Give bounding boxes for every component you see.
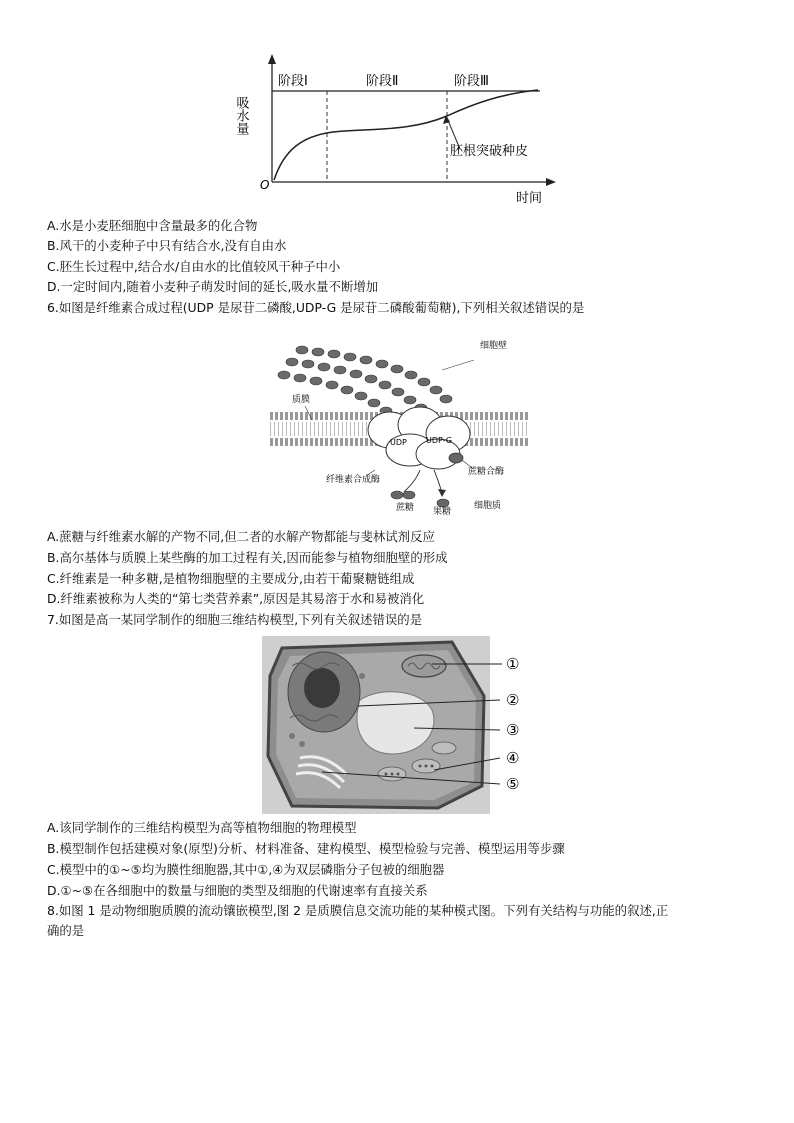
- q6-stem: 6.如图是纤维素合成过程(UDP 是尿苷二磷酸,UDP-G 是尿苷二磷酸葡萄糖),下列相关叙述错误的是: [47, 300, 585, 315]
- graph-xlabel: 时间: [516, 191, 543, 206]
- q7-option-b: B.模型制作包括建模对象(原型)分析、材料准备、建构模型、模型检验与完善、模型运用等步骤: [47, 841, 565, 856]
- q6-option-a: A.蔗糖与纤维素水解的产物不同,但二者的水解产物都能与斐林试剂反应: [47, 529, 435, 544]
- q5-option-b: B.风干的小麦种子中只有结合水,没有自由水: [47, 238, 287, 253]
- q5-option-a: A.水是小麦胚细胞中含量最多的化合物: [47, 218, 258, 233]
- stage-1-label: 阶段Ⅰ: [278, 74, 308, 89]
- q7-option-d: D.①~⑤在各细胞中的数量与细胞的类型及细胞的代谢速率有直接关系: [47, 883, 428, 898]
- label-fructose: 果糖: [433, 507, 452, 517]
- label-3: ③: [506, 721, 520, 739]
- sucrose-molecule: [391, 491, 415, 499]
- label-1: ①: [506, 655, 520, 673]
- organelle-3-model: [357, 692, 434, 754]
- nucleus-model: [288, 652, 360, 732]
- cell-3d-model-photo: [262, 636, 537, 814]
- label-4: ④: [506, 749, 520, 767]
- label-udpg: UDP-G: [426, 436, 453, 445]
- label-5: ⑤: [506, 775, 520, 793]
- graph-origin: O: [260, 178, 270, 192]
- cellulose-synthesis-diagram: [270, 330, 530, 515]
- q7-option-a: A.该同学制作的三维结构模型为高等植物细胞的物理模型: [47, 820, 357, 835]
- q6-option-d: D.纤维素被称为人类的“第七类营养素”,原因是其易溶于水和易被消化: [47, 591, 425, 606]
- label-cytoplasm: 细胞质: [474, 501, 502, 511]
- q5-option-d: D.一定时间内,随着小麦种子萌发时间的延长,吸水量不断增加: [47, 279, 379, 294]
- glucan-chain-1: [296, 346, 452, 403]
- label-sucrose-synthase: 蔗糖合酶: [468, 467, 505, 477]
- stage-2-label: 阶段Ⅱ: [366, 74, 399, 89]
- graph-annotation: 胚根突破种皮: [450, 144, 529, 159]
- stage-3-label: 阶段Ⅲ: [454, 74, 489, 89]
- q6-option-b: B.高尔基体与质膜上某些酶的加工过程有关,因而能参与植物细胞壁的形成: [47, 550, 448, 565]
- q7-option-c: C.模型中的①~⑤均为膜性细胞器,其中①,④为双层磷脂分子包被的细胞器: [47, 862, 445, 877]
- label-cell-wall: 细胞壁: [480, 341, 508, 351]
- label-cellulose-synthase: 纤维素合成酶: [326, 475, 381, 485]
- label-membrane: 质膜: [292, 395, 311, 405]
- water-absorption-graph: [233, 52, 558, 210]
- q6-option-c: C.纤维素是一种多糖,是植物细胞壁的主要成分,由若干葡聚糖链组成: [47, 571, 415, 586]
- sucrose-synthase: [449, 453, 463, 463]
- graph-ylabel: 吸水量: [233, 96, 249, 135]
- q8-stem-continued: 确的是: [47, 923, 85, 938]
- label-2: ②: [506, 691, 520, 709]
- q5-option-c: C.胚生长过程中,结合水/自由水的比值较风干种子中小: [47, 259, 341, 274]
- q8-stem: 8.如图 1 是动物细胞质膜的流动镶嵌模型,图 2 是质膜信息交流功能的某种模式图。下列有关结构与功能的叙述,正: [47, 903, 669, 918]
- label-udp: UDP: [390, 438, 407, 447]
- fructose-molecule: [437, 499, 449, 507]
- label-sucrose: 蔗糖: [396, 503, 415, 513]
- q7-stem: 7.如图是高一某同学制作的细胞三维结构模型,下列有关叙述错误的是: [47, 612, 423, 627]
